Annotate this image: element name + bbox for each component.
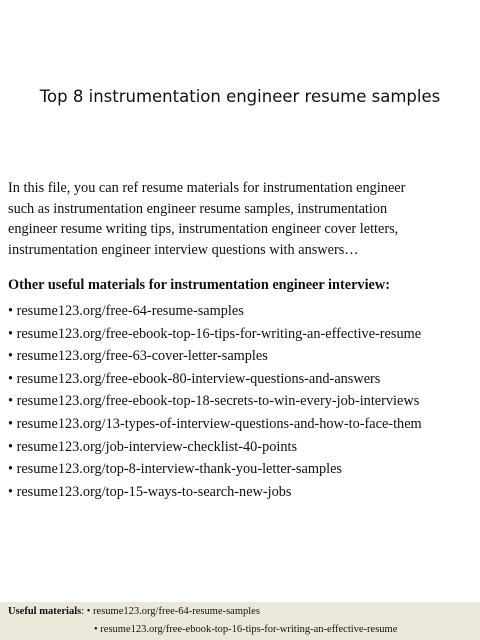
footer-link-resume-tips-ebook[interactable]: • resume123.org/free-ebook-top-16-tips-for-writing-an-effective-resume	[94, 624, 398, 635]
link-item-resume-samples[interactable]: • resume123.org/free-64-resume-samples	[8, 303, 244, 319]
link-item-resume-tips-ebook[interactable]: • resume123.org/free-ebook-top-16-tips-for-writing-an-effective-resume	[8, 325, 422, 342]
intro-line: In this file, you can ref resume materials for instrumentation engineer	[8, 180, 406, 196]
link-item-thank-you-letters[interactable]: • resume123.org/top-8-interview-thank-you-letter-samples	[8, 461, 342, 478]
link-item-interview-questions-ebook[interactable]: • resume123.org/free-ebook-80-interview-questions-and-answers	[8, 370, 381, 387]
link-item-cover-letter-samples[interactable]: • resume123.org/free-63-cover-letter-samples	[8, 348, 268, 365]
page-title: Top 8 instrumentation engineer resume samples	[39, 87, 441, 106]
intro-line: such as instrumentation engineer resume samples, instrumentation	[8, 200, 388, 217]
materials-link-list	[8, 300, 478, 503]
intro-line: engineer resume writing tips, instrumentation engineer cover letters,	[8, 221, 399, 237]
footer-label: Useful materials	[8, 606, 82, 617]
link-item-interview-question-types[interactable]: • resume123.org/13-types-of-interview-questions-and-how-to-face-them	[8, 415, 422, 432]
link-item-interview-checklist[interactable]: • resume123.org/job-interview-checklist-40-points	[8, 438, 298, 455]
footer-link-resume-samples[interactable]: • resume123.org/free-64-resume-samples	[86, 606, 260, 617]
footer-row	[94, 624, 397, 635]
link-item-interview-secrets-ebook[interactable]: • resume123.org/free-ebook-top-18-secrets-to-win-every-job-interviews	[8, 393, 420, 410]
section-heading: Other useful materials for instrumentation engineer interview:	[8, 277, 390, 293]
footer-row	[8, 606, 260, 617]
link-item-job-search-ways[interactable]: • resume123.org/top-15-ways-to-search-new-jobs	[8, 483, 292, 500]
intro-line: instrumentation engineer interview questions with answers…	[8, 241, 359, 258]
intro-paragraph	[8, 178, 474, 260]
footer-bar	[0, 602, 480, 640]
footer-separator: :	[81, 606, 87, 617]
